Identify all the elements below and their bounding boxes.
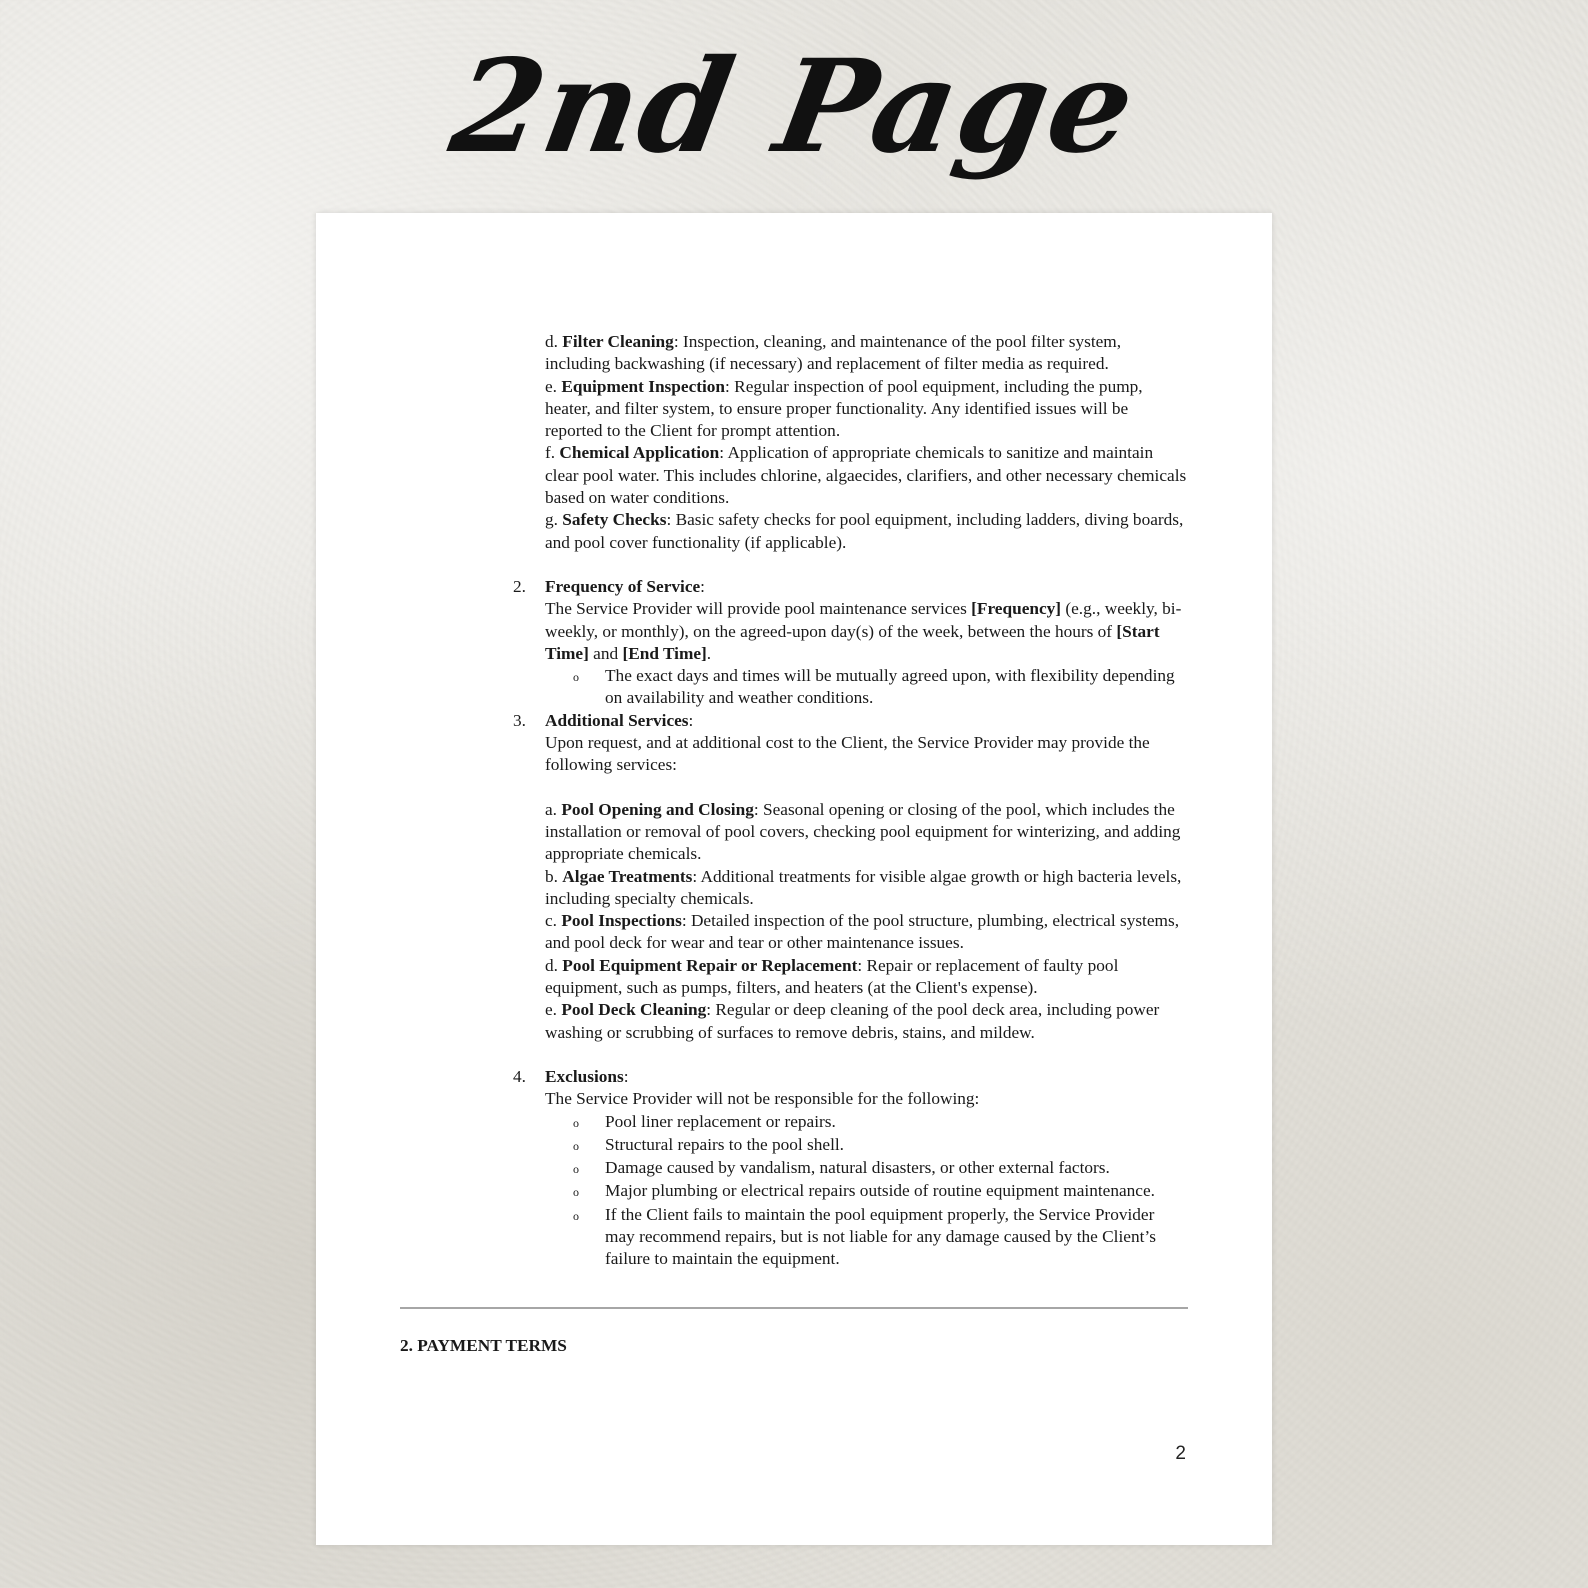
service-term: Filter Cleaning (562, 332, 674, 351)
page-number: 2 (1175, 1443, 1186, 1464)
bullet-mark: o (573, 670, 579, 685)
exclusions-intro: The Service Provider will not be responsible for the following: (545, 1089, 980, 1109)
section-heading: Exclusions (545, 1066, 624, 1086)
service-term: Safety Checks (562, 510, 667, 530)
document-page (316, 213, 1272, 1545)
service-item-pool-inspections: c. Pool Inspections: Detailed inspection of the pool structure, plumbing, electrical systems, and pool deck for wear and tear or other maintenance issues. (545, 911, 1180, 953)
service-term: Algae Treatments (562, 866, 693, 886)
frequency-paragraph: The Service Provider will provide pool maintenance services [Frequency] (e.g., weekly, bi-weekly, or monthly), on the agreed-upon day(s) of the week, between the hours of [Start Time] and [End Time]. (545, 599, 1182, 663)
service-term: Pool Inspections (561, 911, 682, 931)
item-number: 4. (513, 1066, 526, 1086)
frequency-of-service-section: 2. Frequency of Service: The Service Provider will provide pool maintenance services [Frequency] (e.g., weekly, bi-weekly, or monthly), on the agreed-upon day(s) of the week, between the hours of [Start Time] and [End Time]. o The exact days and times will be mutually agreed upon, with flexibility depending on availability and weather conditions. (513, 576, 1188, 710)
page-headline: 2nd Page (441, 32, 1147, 182)
item-number: 3. (513, 710, 526, 730)
service-item-equipment-repair: d. Pool Equipment Repair or Replacement: Repair or replacement of faulty pool equipment, such as pumps, filters, and heaters (at the Client's expense). (545, 955, 1119, 998)
service-list-continued (545, 331, 1188, 554)
list-item: o Major plumbing or electrical repairs outside of routine equipment maintenance. (573, 1180, 1188, 1203)
service-term: Pool Deck Cleaning (561, 1000, 707, 1020)
payment-terms-heading: 2. PAYMENT TERMS (400, 1335, 567, 1355)
list-item: o Pool liner replacement or repairs. (573, 1111, 1188, 1134)
section-divider (400, 1307, 1188, 1309)
bullet-mark: o (573, 1162, 579, 1177)
exclusions-section: 4. Exclusions: The Service Provider will not be responsible for the following: o Pool liner replacement or repairs. o Structural repairs to the pool shell. o Damage caused by vandalism, natural disasters, or other external factors. o Major plumbing or electrical repairs outside of routine equipment maintenance. o If the Client fails to maintain the pool equipment properly, the Service Provider may recommend repairs, but is not liable for any damage caused by the Client’s failure to maintain the equipment. (513, 1066, 1188, 1271)
additional-services-section: 3. Additional Services: Upon request, and at additional cost to the Client, the Service Provider may provide the following services: (513, 710, 1188, 777)
bullet-mark: o (573, 1208, 579, 1223)
additional-intro: Upon request, and at additional cost to the Client, the Service Provider may provide the following services: (545, 733, 1150, 775)
bullet-mark: o (573, 1185, 579, 1200)
service-term: Pool Equipment Repair or Replacement (562, 955, 858, 975)
placeholder-frequency: [Frequency] (971, 599, 1062, 619)
section-heading: Frequency of Service (545, 576, 701, 596)
service-term: Chemical Application (559, 443, 720, 463)
additional-services-list (545, 799, 1188, 1044)
exclusions-bullets (545, 1111, 1188, 1271)
frequency-bullets (545, 665, 1188, 710)
service-item-algae-treatments: b. Algae Treatments: Additional treatments for visible algae growth or high bacteria levels, including specialty chemicals. (545, 866, 1182, 908)
placeholder-start-time: [Start Time] (545, 621, 1160, 663)
bullet-mark: o (573, 1138, 579, 1153)
list-item: o Damage caused by vandalism, natural disasters, or other external factors. (573, 1157, 1188, 1180)
service-item-pool-opening: a. Pool Opening and Closing: Seasonal opening or closing of the pool, which includes the installation or removal of pool covers, checking pool equipment for winterizing, and adding appropriate chemicals. (545, 799, 1181, 864)
service-term: Pool Opening and Closing (561, 799, 754, 819)
service-term: Equipment Inspection (561, 376, 726, 396)
item-number: 2. (513, 576, 526, 596)
document-content (400, 331, 1188, 1357)
service-item-deck-cleaning: e. Pool Deck Cleaning: Regular or deep cleaning of the pool deck area, including power washing or scrubbing of surfaces to remove debris, stains, and mildew. (545, 1000, 1160, 1042)
placeholder-end-time: [End Time] (622, 643, 707, 663)
service-item-safety-checks: g. Safety Checks: Basic safety checks for pool equipment, including ladders, diving boards, and pool cover functionality (if applicable). (545, 510, 1184, 552)
service-item-equipment-inspection: e. Equipment Inspection: Regular inspection of pool equipment, including the pump, heater, and filter system, to ensure proper functionality. Any identified issues will be reported to the Client for prompt attention. (545, 376, 1143, 441)
section-heading: Additional Services (545, 710, 689, 730)
list-item: o The exact days and times will be mutually agreed upon, with flexibility depending on availability and weather conditions. (573, 665, 1188, 710)
bullet-mark: o (573, 1115, 579, 1130)
list-item: o If the Client fails to maintain the pool equipment properly, the Service Provider may recommend repairs, but is not liable for any damage caused by the Client’s failure to maintain the equipment. (573, 1204, 1188, 1271)
service-item-filter-cleaning: d. Filter Cleaning: Inspection, cleaning, and maintenance of the pool filter system, including backwashing (if necessary) and replacement of filter media as required. (545, 332, 1122, 374)
list-item: o Structural repairs to the pool shell. (573, 1134, 1188, 1157)
service-item-chemical-application: f. Chemical Application: Application of appropriate chemicals to sanitize and maintain clear pool water. This includes chlorine, algaecides, clarifiers, and other necessary chemicals based on water conditions. (545, 443, 1187, 508)
